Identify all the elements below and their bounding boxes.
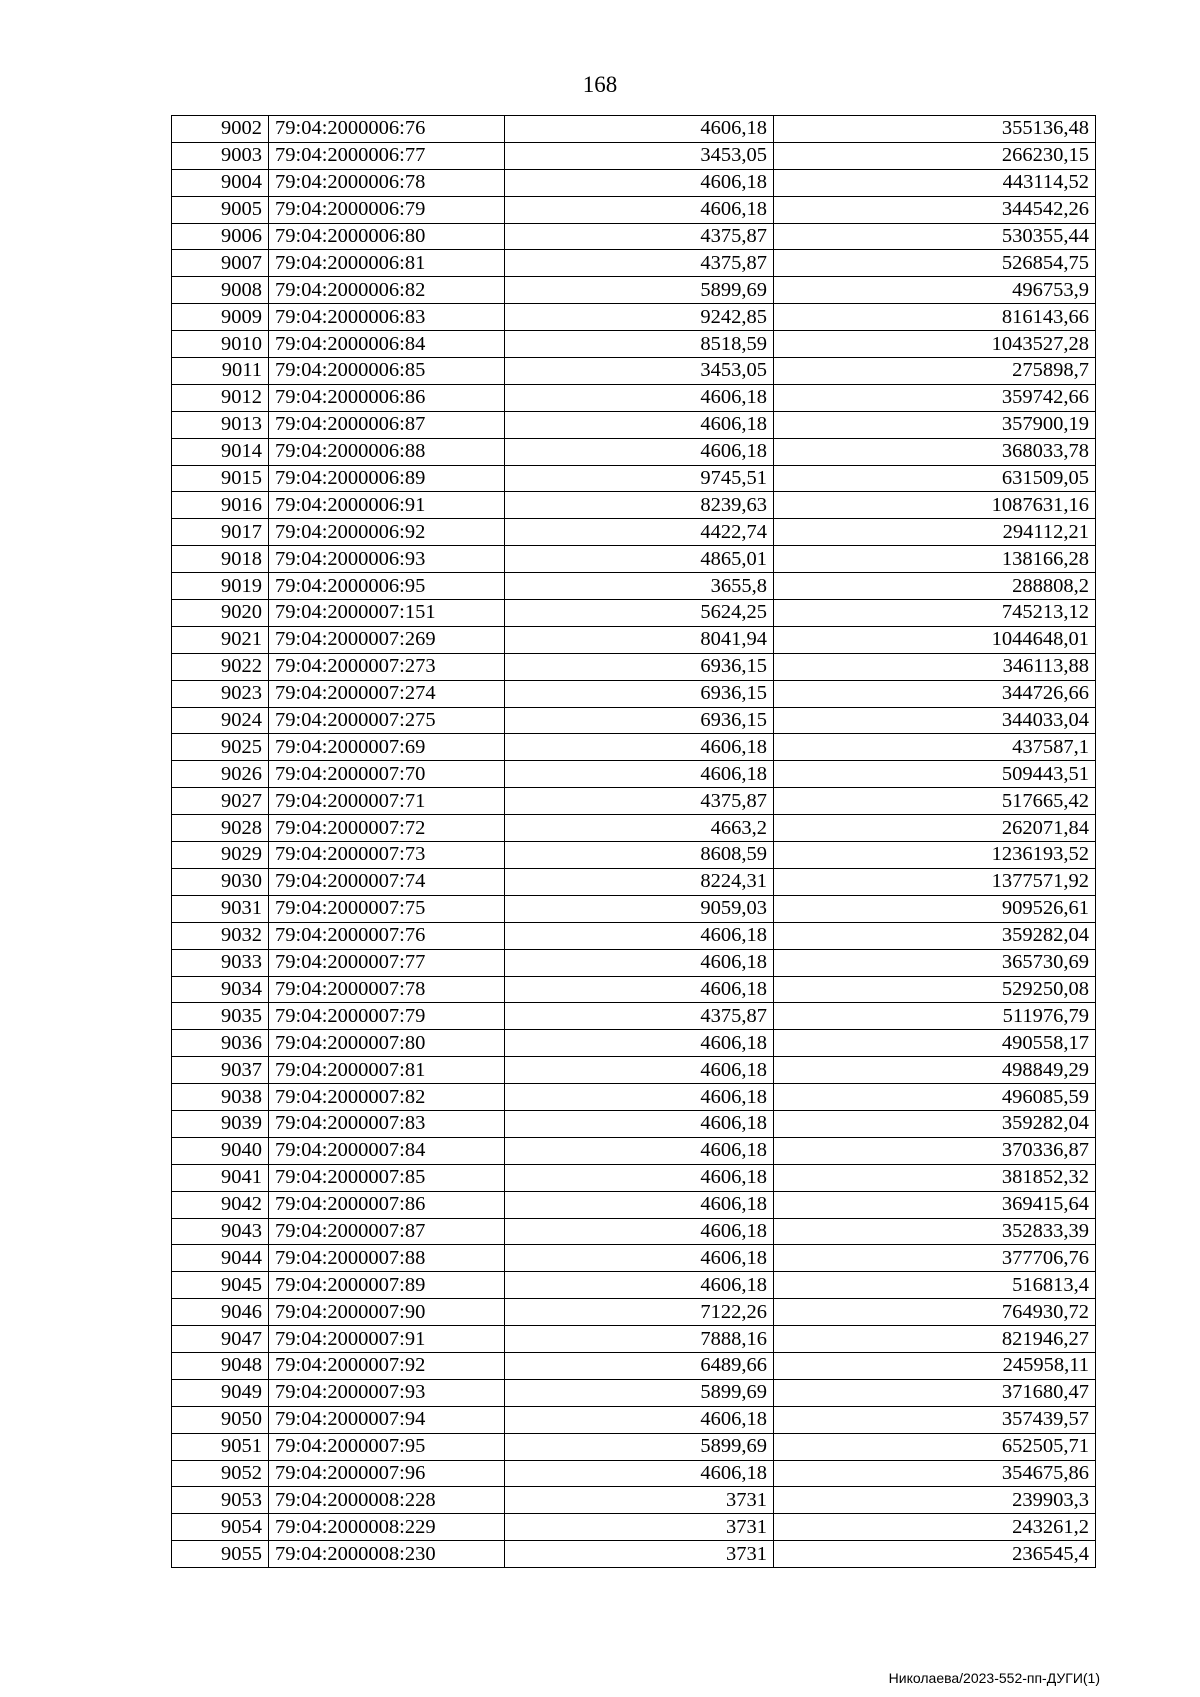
cadastral-number-cell: 79:04:2000007:77 [269, 949, 505, 976]
table-row [172, 1110, 1096, 1137]
table-row [172, 1218, 1096, 1245]
row-number-cell: 9020 [172, 600, 269, 627]
area-cell: 3453,05 [505, 358, 774, 385]
area-cell: 4606,18 [505, 1030, 774, 1057]
area-cell: 4606,18 [505, 761, 774, 788]
table-row [172, 1191, 1096, 1218]
area-cell: 5899,69 [505, 1433, 774, 1460]
area-cell: 4606,18 [505, 922, 774, 949]
area-cell: 6489,66 [505, 1352, 774, 1379]
area-cell: 4606,18 [505, 116, 774, 143]
value-cell: 821946,27 [774, 1326, 1096, 1353]
table-row [172, 680, 1096, 707]
area-cell: 4663,2 [505, 815, 774, 842]
row-number-cell: 9004 [172, 169, 269, 196]
row-number-cell: 9053 [172, 1487, 269, 1514]
table-row [172, 196, 1096, 223]
value-cell: 365730,69 [774, 949, 1096, 976]
row-number-cell: 9051 [172, 1433, 269, 1460]
value-cell: 498849,29 [774, 1057, 1096, 1084]
table-row [172, 438, 1096, 465]
row-number-cell: 9041 [172, 1164, 269, 1191]
cadastral-number-cell: 79:04:2000006:91 [269, 492, 505, 519]
area-cell: 8224,31 [505, 868, 774, 895]
row-number-cell: 9052 [172, 1460, 269, 1487]
value-cell: 344726,66 [774, 680, 1096, 707]
area-cell: 3731 [505, 1541, 774, 1568]
value-cell: 1236193,52 [774, 842, 1096, 869]
cadastral-number-cell: 79:04:2000006:78 [269, 169, 505, 196]
value-cell: 294112,21 [774, 519, 1096, 546]
value-cell: 517665,42 [774, 788, 1096, 815]
area-cell: 4606,18 [505, 1272, 774, 1299]
value-cell: 1377571,92 [774, 868, 1096, 895]
value-cell: 530355,44 [774, 223, 1096, 250]
row-number-cell: 9016 [172, 492, 269, 519]
table-body [172, 116, 1096, 1568]
table-row [172, 223, 1096, 250]
table-row [172, 976, 1096, 1003]
row-number-cell: 9008 [172, 277, 269, 304]
table-row [172, 1460, 1096, 1487]
value-cell: 437587,1 [774, 734, 1096, 761]
value-cell: 1043527,28 [774, 331, 1096, 358]
value-cell: 631509,05 [774, 465, 1096, 492]
value-cell: 368033,78 [774, 438, 1096, 465]
cadastral-number-cell: 79:04:2000007:91 [269, 1326, 505, 1353]
area-cell: 4375,87 [505, 1003, 774, 1030]
value-cell: 1087631,16 [774, 492, 1096, 519]
table-row [172, 411, 1096, 438]
area-cell: 4606,18 [505, 1137, 774, 1164]
row-number-cell: 9027 [172, 788, 269, 815]
row-number-cell: 9044 [172, 1245, 269, 1272]
row-number-cell: 9011 [172, 358, 269, 385]
cadastral-number-cell: 79:04:2000007:70 [269, 761, 505, 788]
cadastral-number-cell: 79:04:2000007:75 [269, 895, 505, 922]
row-number-cell: 9043 [172, 1218, 269, 1245]
cadastral-number-cell: 79:04:2000007:269 [269, 626, 505, 653]
area-cell: 4606,18 [505, 438, 774, 465]
value-cell: 359282,04 [774, 1110, 1096, 1137]
cadastral-number-cell: 79:04:2000006:83 [269, 304, 505, 331]
value-cell: 359742,66 [774, 384, 1096, 411]
table-row [172, 761, 1096, 788]
area-cell: 6936,15 [505, 653, 774, 680]
area-cell: 4606,18 [505, 169, 774, 196]
table-row [172, 734, 1096, 761]
value-cell: 245958,11 [774, 1352, 1096, 1379]
row-number-cell: 9034 [172, 976, 269, 1003]
table-row [172, 626, 1096, 653]
cadastral-number-cell: 79:04:2000007:86 [269, 1191, 505, 1218]
row-number-cell: 9032 [172, 922, 269, 949]
table-row [172, 546, 1096, 573]
cadastral-number-cell: 79:04:2000006:85 [269, 358, 505, 385]
area-cell: 4606,18 [505, 384, 774, 411]
cadastral-number-cell: 79:04:2000006:86 [269, 384, 505, 411]
cadastral-number-cell: 79:04:2000007:82 [269, 1084, 505, 1111]
row-number-cell: 9024 [172, 707, 269, 734]
cadastral-number-cell: 79:04:2000006:76 [269, 116, 505, 143]
cadastral-number-cell: 79:04:2000007:73 [269, 842, 505, 869]
table-row [172, 1379, 1096, 1406]
cadastral-number-cell: 79:04:2000007:95 [269, 1433, 505, 1460]
area-cell: 4606,18 [505, 1191, 774, 1218]
area-cell: 4606,18 [505, 976, 774, 1003]
table-row [172, 842, 1096, 869]
table-row [172, 384, 1096, 411]
table-row [172, 1084, 1096, 1111]
cadastral-number-cell: 79:04:2000006:79 [269, 196, 505, 223]
table-row [172, 358, 1096, 385]
row-number-cell: 9005 [172, 196, 269, 223]
area-cell: 9059,03 [505, 895, 774, 922]
value-cell: 496753,9 [774, 277, 1096, 304]
value-cell: 369415,64 [774, 1191, 1096, 1218]
cadastral-number-cell: 79:04:2000006:87 [269, 411, 505, 438]
cadastral-number-cell: 79:04:2000007:84 [269, 1137, 505, 1164]
value-cell: 266230,15 [774, 142, 1096, 169]
cadastral-number-cell: 79:04:2000006:93 [269, 546, 505, 573]
area-cell: 5624,25 [505, 600, 774, 627]
value-cell: 377706,76 [774, 1245, 1096, 1272]
area-cell: 3453,05 [505, 142, 774, 169]
table-row [172, 169, 1096, 196]
area-cell: 4422,74 [505, 519, 774, 546]
row-number-cell: 9037 [172, 1057, 269, 1084]
cadastral-number-cell: 79:04:2000006:88 [269, 438, 505, 465]
area-cell: 4606,18 [505, 1218, 774, 1245]
cadastral-number-cell: 79:04:2000007:69 [269, 734, 505, 761]
table-row [172, 1030, 1096, 1057]
cadastral-number-cell: 79:04:2000007:275 [269, 707, 505, 734]
cadastral-number-cell: 79:04:2000007:89 [269, 1272, 505, 1299]
area-cell: 3731 [505, 1514, 774, 1541]
value-cell: 529250,08 [774, 976, 1096, 1003]
area-cell: 4606,18 [505, 734, 774, 761]
cadastral-number-cell: 79:04:2000007:151 [269, 600, 505, 627]
table-row [172, 949, 1096, 976]
cadastral-number-cell: 79:04:2000006:95 [269, 573, 505, 600]
cadastral-number-cell: 79:04:2000006:84 [269, 331, 505, 358]
row-number-cell: 9012 [172, 384, 269, 411]
row-number-cell: 9026 [172, 761, 269, 788]
value-cell: 344542,26 [774, 196, 1096, 223]
cadastral-number-cell: 79:04:2000007:96 [269, 1460, 505, 1487]
table-row [172, 1352, 1096, 1379]
row-number-cell: 9003 [172, 142, 269, 169]
page-number: 168 [582, 72, 618, 97]
row-number-cell: 9028 [172, 815, 269, 842]
cadastral-number-cell: 79:04:2000008:229 [269, 1514, 505, 1541]
row-number-cell: 9040 [172, 1137, 269, 1164]
row-number-cell: 9054 [172, 1514, 269, 1541]
table-row [172, 519, 1096, 546]
area-cell: 5899,69 [505, 277, 774, 304]
area-cell: 4606,18 [505, 1406, 774, 1433]
cadastral-number-cell: 79:04:2000007:273 [269, 653, 505, 680]
value-cell: 262071,84 [774, 815, 1096, 842]
cadastral-number-cell: 79:04:2000007:90 [269, 1299, 505, 1326]
cadastral-number-cell: 79:04:2000006:77 [269, 142, 505, 169]
row-number-cell: 9007 [172, 250, 269, 277]
value-cell: 359282,04 [774, 922, 1096, 949]
area-cell: 4375,87 [505, 788, 774, 815]
value-cell: 275898,7 [774, 358, 1096, 385]
cadastral-number-cell: 79:04:2000007:79 [269, 1003, 505, 1030]
value-cell: 745213,12 [774, 600, 1096, 627]
area-cell: 4606,18 [505, 1460, 774, 1487]
cadastral-number-cell: 79:04:2000006:81 [269, 250, 505, 277]
table-row [172, 116, 1096, 143]
table-row [172, 868, 1096, 895]
value-cell: 355136,48 [774, 116, 1096, 143]
value-cell: 1044648,01 [774, 626, 1096, 653]
value-cell: 352833,39 [774, 1218, 1096, 1245]
area-cell: 8608,59 [505, 842, 774, 869]
cadastral-number-cell: 79:04:2000006:80 [269, 223, 505, 250]
row-number-cell: 9038 [172, 1084, 269, 1111]
table-row [172, 895, 1096, 922]
value-cell: 381852,32 [774, 1164, 1096, 1191]
row-number-cell: 9046 [172, 1299, 269, 1326]
row-number-cell: 9009 [172, 304, 269, 331]
value-cell: 370336,87 [774, 1137, 1096, 1164]
table-row [172, 1057, 1096, 1084]
table-row [172, 465, 1096, 492]
table-row [172, 304, 1096, 331]
value-cell: 243261,2 [774, 1514, 1096, 1541]
value-cell: 357900,19 [774, 411, 1096, 438]
value-cell: 909526,61 [774, 895, 1096, 922]
table-row [172, 600, 1096, 627]
value-cell: 816143,66 [774, 304, 1096, 331]
row-number-cell: 9013 [172, 411, 269, 438]
cadastral-number-cell: 79:04:2000008:230 [269, 1541, 505, 1568]
value-cell: 236545,4 [774, 1541, 1096, 1568]
area-cell: 5899,69 [505, 1379, 774, 1406]
row-number-cell: 9055 [172, 1541, 269, 1568]
row-number-cell: 9031 [172, 895, 269, 922]
value-cell: 443114,52 [774, 169, 1096, 196]
cadastral-number-cell: 79:04:2000007:85 [269, 1164, 505, 1191]
table-row [172, 707, 1096, 734]
table-row [172, 1541, 1096, 1568]
row-number-cell: 9047 [172, 1326, 269, 1353]
row-number-cell: 9022 [172, 653, 269, 680]
row-number-cell: 9023 [172, 680, 269, 707]
area-cell: 4606,18 [505, 1057, 774, 1084]
area-cell: 4606,18 [505, 1110, 774, 1137]
table-row [172, 788, 1096, 815]
row-number-cell: 9030 [172, 868, 269, 895]
row-number-cell: 9050 [172, 1406, 269, 1433]
cadastral-number-cell: 79:04:2000007:74 [269, 868, 505, 895]
area-cell: 4606,18 [505, 1084, 774, 1111]
row-number-cell: 9025 [172, 734, 269, 761]
cadastral-number-cell: 79:04:2000007:80 [269, 1030, 505, 1057]
area-cell: 3731 [505, 1487, 774, 1514]
cadastral-number-cell: 79:04:2000006:82 [269, 277, 505, 304]
table-row [172, 1272, 1096, 1299]
value-cell: 346113,88 [774, 653, 1096, 680]
table-row [172, 331, 1096, 358]
cadastral-number-cell: 79:04:2000006:92 [269, 519, 505, 546]
area-cell: 7122,26 [505, 1299, 774, 1326]
table-row [172, 142, 1096, 169]
table-row [172, 1164, 1096, 1191]
table-row [172, 573, 1096, 600]
row-number-cell: 9035 [172, 1003, 269, 1030]
table-row [172, 815, 1096, 842]
area-cell: 8239,63 [505, 492, 774, 519]
row-number-cell: 9021 [172, 626, 269, 653]
cadastral-number-cell: 79:04:2000007:76 [269, 922, 505, 949]
table-row [172, 1137, 1096, 1164]
row-number-cell: 9017 [172, 519, 269, 546]
area-cell: 4606,18 [505, 411, 774, 438]
row-number-cell: 9006 [172, 223, 269, 250]
table-row [172, 653, 1096, 680]
area-cell: 9745,51 [505, 465, 774, 492]
cadastral-number-cell: 79:04:2000008:228 [269, 1487, 505, 1514]
area-cell: 4606,18 [505, 196, 774, 223]
table-row [172, 492, 1096, 519]
area-cell: 4375,87 [505, 250, 774, 277]
value-cell: 239903,3 [774, 1487, 1096, 1514]
area-cell: 6936,15 [505, 707, 774, 734]
table-row [172, 1326, 1096, 1353]
row-number-cell: 9018 [172, 546, 269, 573]
area-cell: 4375,87 [505, 223, 774, 250]
table-row [172, 1299, 1096, 1326]
row-number-cell: 9042 [172, 1191, 269, 1218]
footer-reference: Николаева/2023-552-пп-ДУГИ(1) [888, 1670, 1100, 1686]
value-cell: 509443,51 [774, 761, 1096, 788]
value-cell: 516813,4 [774, 1272, 1096, 1299]
table-row [172, 1245, 1096, 1272]
area-cell: 4865,01 [505, 546, 774, 573]
row-number-cell: 9045 [172, 1272, 269, 1299]
cadastral-number-cell: 79:04:2000007:83 [269, 1110, 505, 1137]
row-number-cell: 9019 [172, 573, 269, 600]
area-cell: 4606,18 [505, 1245, 774, 1272]
table-row [172, 1406, 1096, 1433]
value-cell: 354675,86 [774, 1460, 1096, 1487]
value-cell: 490558,17 [774, 1030, 1096, 1057]
cadastral-number-cell: 79:04:2000007:94 [269, 1406, 505, 1433]
cadastral-number-cell: 79:04:2000006:89 [269, 465, 505, 492]
cadastral-number-cell: 79:04:2000007:88 [269, 1245, 505, 1272]
row-number-cell: 9036 [172, 1030, 269, 1057]
area-cell: 8041,94 [505, 626, 774, 653]
row-number-cell: 9002 [172, 116, 269, 143]
table-row [172, 250, 1096, 277]
row-number-cell: 9029 [172, 842, 269, 869]
cadastral-number-cell: 79:04:2000007:71 [269, 788, 505, 815]
table-row [172, 1433, 1096, 1460]
row-number-cell: 9014 [172, 438, 269, 465]
row-number-cell: 9049 [172, 1379, 269, 1406]
row-number-cell: 9033 [172, 949, 269, 976]
cadastral-number-cell: 79:04:2000007:78 [269, 976, 505, 1003]
area-cell: 4606,18 [505, 949, 774, 976]
cadastral-number-cell: 79:04:2000007:274 [269, 680, 505, 707]
cadastral-number-cell: 79:04:2000007:92 [269, 1352, 505, 1379]
value-cell: 496085,59 [774, 1084, 1096, 1111]
table-row [172, 1003, 1096, 1030]
value-cell: 288808,2 [774, 573, 1096, 600]
area-cell: 3655,8 [505, 573, 774, 600]
row-number-cell: 9015 [172, 465, 269, 492]
row-number-cell: 9010 [172, 331, 269, 358]
table-row [172, 922, 1096, 949]
table-row [172, 277, 1096, 304]
value-cell: 652505,71 [774, 1433, 1096, 1460]
cadastral-number-cell: 79:04:2000007:93 [269, 1379, 505, 1406]
table-row [172, 1514, 1096, 1541]
cadastral-number-cell: 79:04:2000007:87 [269, 1218, 505, 1245]
area-cell: 8518,59 [505, 331, 774, 358]
value-cell: 357439,57 [774, 1406, 1096, 1433]
value-cell: 511976,79 [774, 1003, 1096, 1030]
area-cell: 9242,85 [505, 304, 774, 331]
area-cell: 4606,18 [505, 1164, 774, 1191]
area-cell: 6936,15 [505, 680, 774, 707]
value-cell: 371680,47 [774, 1379, 1096, 1406]
cadastral-number-cell: 79:04:2000007:72 [269, 815, 505, 842]
area-cell: 7888,16 [505, 1326, 774, 1353]
row-number-cell: 9048 [172, 1352, 269, 1379]
table-row [172, 1487, 1096, 1514]
data-table [171, 115, 1096, 1568]
cadastral-number-cell: 79:04:2000007:81 [269, 1057, 505, 1084]
value-cell: 764930,72 [774, 1299, 1096, 1326]
row-number-cell: 9039 [172, 1110, 269, 1137]
value-cell: 526854,75 [774, 250, 1096, 277]
value-cell: 138166,28 [774, 546, 1096, 573]
value-cell: 344033,04 [774, 707, 1096, 734]
